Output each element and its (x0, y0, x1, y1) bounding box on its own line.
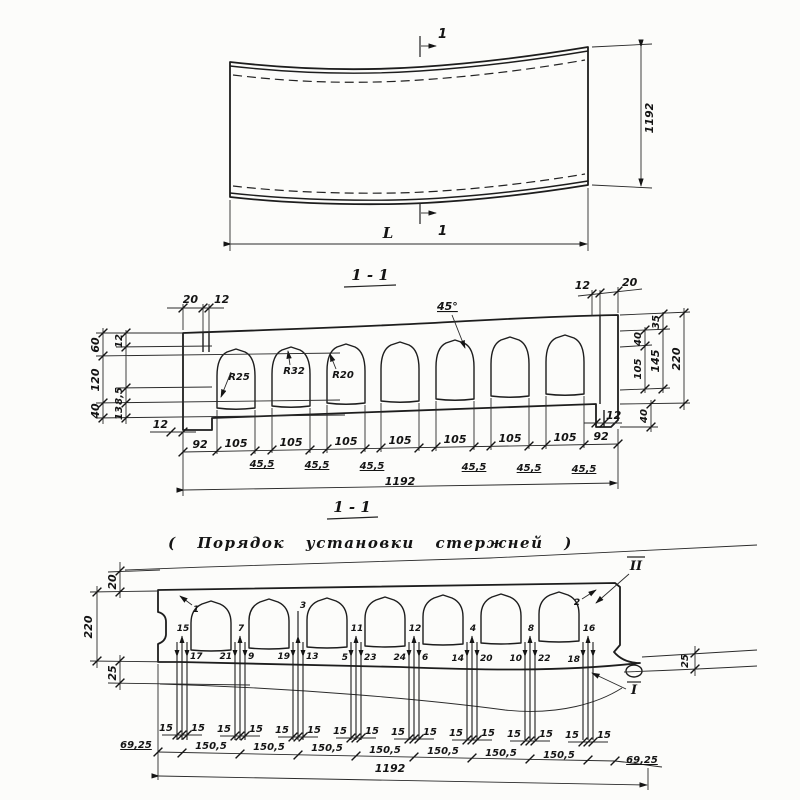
rod-left-8: 18 (567, 655, 580, 665)
radius-label-2: R32 (283, 366, 305, 377)
rods-view (82, 498, 757, 790)
rod-mid-4: 11 (350, 624, 364, 634)
dim-left-40: 40 (89, 403, 102, 419)
dim-105: 105 (334, 435, 358, 448)
dim-right-40a: 40 (633, 332, 644, 346)
rod-right-6: 20 (480, 654, 493, 664)
dim-left-12: 12 (114, 334, 125, 348)
dim-15: 15 (275, 725, 289, 736)
rod-corner-right: 2 (573, 598, 581, 608)
view-marker-bottom: I (630, 683, 638, 698)
dim-92-left: 92 (192, 438, 208, 451)
rod-left-7: 10 (509, 654, 522, 664)
dim-6925-right: 69,25 (626, 755, 658, 766)
dim-105: 105 (443, 433, 467, 446)
dim-right-145: 145 (649, 349, 662, 373)
rod-right-7: 22 (538, 654, 551, 664)
dim-left-120: 120 (89, 368, 102, 392)
dim-45-5: 45,5 (571, 464, 597, 475)
dim-right-40b: 40 (639, 409, 650, 423)
dim-45-5: 45,5 (359, 461, 385, 472)
rods-voids (191, 592, 579, 651)
rod-right-5: 6 (422, 653, 429, 663)
rod-right-2: 9 (248, 652, 255, 662)
rod-mid-2: 7 (237, 624, 245, 634)
radius-label-1: R25 (228, 372, 250, 383)
section-top-right-dims (575, 276, 642, 316)
dim-6925-left: 69,25 (120, 740, 152, 751)
dim-left-8-5: 8,5 (114, 387, 125, 405)
dim-tl-20: 20 (182, 293, 198, 306)
dim-105: 105 (553, 431, 577, 444)
dim-150-5: 150,5 (195, 741, 227, 752)
section-cut-mark-top (420, 27, 447, 57)
dim-rods-right-25: 25 (680, 654, 691, 668)
dim-15: 15 (423, 727, 437, 738)
dim-105: 105 (224, 437, 248, 450)
dim-rods-220: 220 (82, 615, 95, 639)
dim-right-35: 35 (651, 315, 662, 329)
rods-spacing-chains (159, 723, 611, 746)
dim-15: 15 (449, 728, 463, 739)
dim-150-5: 150,5 (427, 746, 459, 757)
rods-subtitle: ( Порядок установки стержней ) (168, 534, 573, 552)
hidden-line-bottom (233, 174, 585, 193)
rods-right-dim (680, 646, 699, 676)
section-top-left-dims (167, 293, 230, 333)
corner-rod-labels (180, 590, 596, 615)
dim-45-5: 45,5 (516, 463, 542, 474)
dim-150-5: 150,5 (311, 743, 343, 754)
dim-rods-overall: 1192 (374, 762, 406, 775)
rod-mid-3: 3 (299, 601, 307, 611)
rod-left-3: 19 (277, 652, 290, 662)
plan-width-dimension (592, 44, 656, 188)
rod-mid-5: 12 (408, 624, 422, 634)
dim-tr-12: 12 (574, 279, 590, 292)
dim-105: 105 (279, 436, 303, 449)
rod-left-5: 24 (393, 653, 406, 663)
cut-label-bottom: 1 (438, 224, 448, 239)
rod-mid-7: 8 (527, 624, 535, 634)
dim-45-5: 45,5 (249, 459, 275, 470)
dim-tl-12: 12 (214, 293, 230, 306)
dim-15: 15 (565, 730, 579, 741)
rod-left-4: 5 (341, 653, 348, 663)
radius-label-3: R20 (332, 370, 354, 381)
dim-right-bottom-12: 12 (606, 409, 622, 422)
section-view (89, 266, 690, 496)
dim-15: 15 (159, 723, 173, 734)
dim-15: 15 (481, 728, 495, 739)
dim-right-105: 105 (633, 358, 644, 380)
rod-mid-8: 16 (582, 624, 596, 634)
dim-105: 105 (388, 434, 412, 447)
rod-mid-6: 4 (469, 624, 477, 634)
dim-15: 15 (333, 726, 347, 737)
dim-left-60: 60 (89, 337, 102, 353)
plan-view (230, 27, 656, 251)
dim-left-bottom-12: 12 (152, 418, 168, 431)
dim-rods-25: 25 (106, 665, 119, 681)
dim-15: 15 (217, 724, 231, 735)
cut-label-top: 1 (438, 27, 448, 42)
dim-150-5: 150,5 (485, 748, 517, 759)
dim-150-5: 150,5 (253, 742, 285, 753)
dim-15: 15 (365, 726, 379, 737)
rods-title: 1 - 1 (333, 498, 371, 516)
rod-mid-1: 15 (176, 624, 190, 634)
dim-45-5: 45,5 (461, 462, 487, 473)
dim-105: 105 (498, 432, 522, 445)
rod-right-4: 23 (364, 653, 377, 663)
dim-plan-width: 1192 (643, 102, 656, 134)
dim-150-5: 150,5 (543, 750, 575, 761)
dim-92-right: 92 (593, 430, 609, 443)
dim-15: 15 (597, 730, 611, 741)
dim-plan-length: L (382, 224, 394, 242)
dim-15: 15 (507, 729, 521, 740)
section-cut-mark-bottom (420, 203, 447, 239)
dim-left-13: 13 (114, 406, 125, 420)
dim-section-overall: 1192 (384, 475, 416, 488)
angle-label: 45° (437, 300, 458, 313)
dim-tr-20: 20 (622, 276, 638, 289)
dim-150-5: 150,5 (369, 745, 401, 756)
dim-15: 15 (249, 724, 263, 735)
rod-left-2: 21 (219, 652, 232, 662)
radius-labels (221, 351, 354, 397)
rod-corner-left: 1 (192, 605, 200, 615)
rod-right-1: 17 (190, 652, 203, 662)
dim-45-5: 45,5 (304, 460, 330, 471)
rod-left-6: 14 (451, 654, 464, 664)
dim-right-220: 220 (670, 347, 683, 371)
dim-15: 15 (539, 729, 553, 740)
section-title: 1 - 1 (351, 266, 389, 284)
rod-right-3: 13 (306, 652, 319, 662)
dim-15: 15 (391, 727, 405, 738)
view-marker-top: II (629, 559, 643, 574)
form-line-bottom (160, 684, 622, 711)
dim-rods-20: 20 (106, 574, 119, 590)
dim-15: 15 (307, 725, 321, 736)
dim-15: 15 (191, 723, 205, 734)
